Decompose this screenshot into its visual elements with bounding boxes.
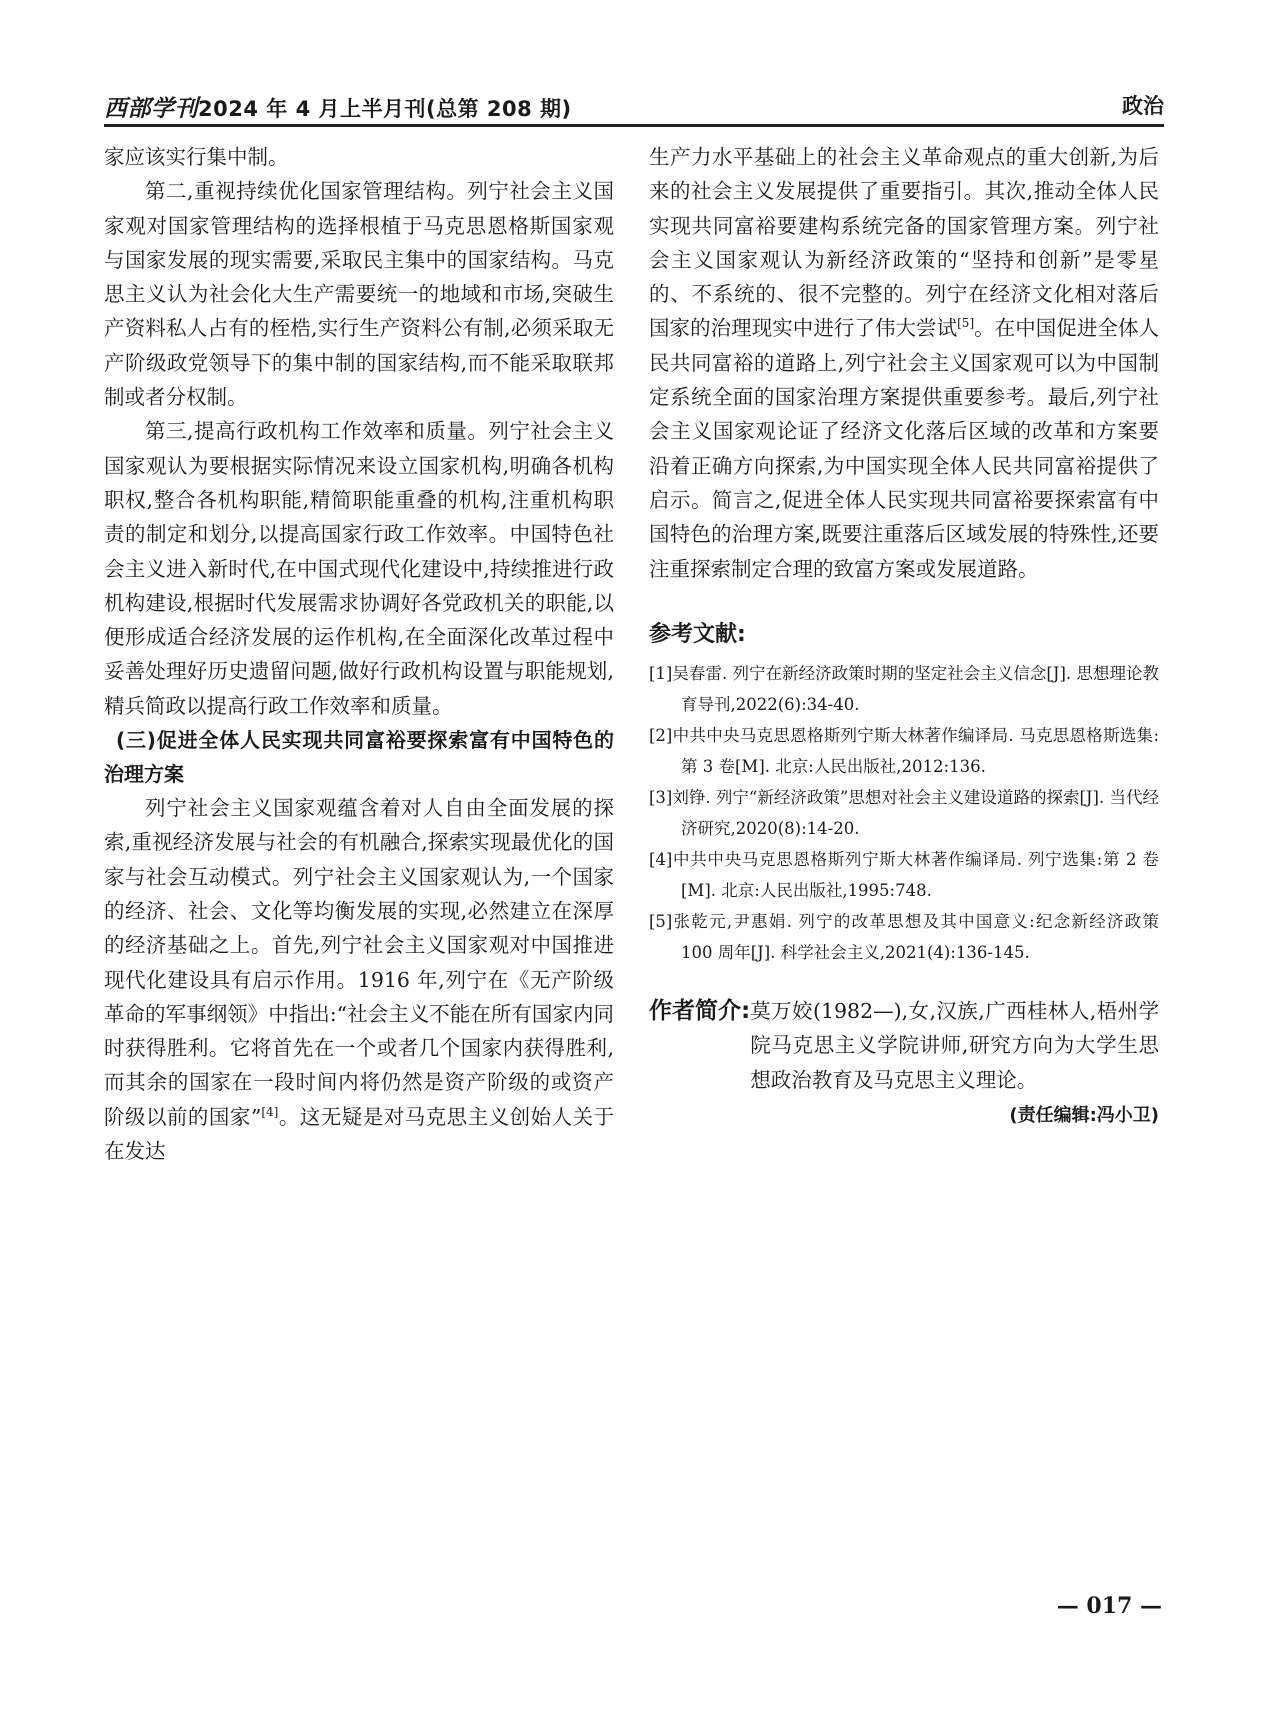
issue-label: 2024 年 4 月上半月刊(总第 208 期) <box>198 97 572 121</box>
paragraph-text: 。在中国促进全体人民共同富裕的道路上,列宁社会主义国家观可以为中国制定系统全面的国家治理方案提供重要参考。最后,列宁社会主义国家观论证了经济文化落后区域的改革和方案要沿着正确方向探索,为中国实现全体人民共同富裕提供了启示。简言之,促进全体人民实现共同富裕要探索富有中国特色的治理方案,既要注重落后区域发展的特殊性,还要注重探索制定合理的致富方案或发展道路。 <box>649 316 1159 581</box>
paragraph-text: 。这无疑是对马克思主义创始人关于在发达 <box>104 1104 615 1164</box>
running-header <box>104 86 1164 126</box>
reference-item: [2]中共中央马克思恩格斯列宁斯大林著作编译局. 马克思恩格斯选集:第 3 卷[M]. 北京:人民出版社,2012:136. <box>649 725 1159 776</box>
right-column <box>649 140 1159 1131</box>
reference-item: [5]张乾元,尹惠娟. 列宁的改革思想及其中国意义:纪念新经济政策 100 周年[J]. 科学社会主义,2021(4):136-145. <box>649 911 1159 962</box>
section-subheading: (三)促进全体人民实现共同富裕要探索富有中国特色的治理方案 <box>104 728 614 787</box>
paragraph: 第三,提高行政机构工作效率和质量。列宁社会主义国家观认为要根据实际情况来设立国家机构,明确各机构职权,整合各机构职能,精简职能重叠的机构,注重机构职责的制定和划分,以提高国家行政工作效率。中国特色社会主义进入新时代,在中国式现代化建设中,持续推进行政机构建设,根据时代发展需求协调好各党政机关的职能,以便形成适合经济发展的运作机构,在全面深化改革过程中妥善处理好历史遗留问题,做好行政机构设置与职能规划,精兵简政以提高行政工作效率和质量。 <box>104 419 614 718</box>
responsible-editor: (责任编辑:冯小卫) <box>1009 1105 1159 1127</box>
author-bio-text: 莫万姣(1982—),女,汉族,广西桂林人,梧州学院马克思主义学院讲师,研究方向为大学生思想政治教育及马克思主义理论。 <box>750 998 1159 1092</box>
citation: [5] <box>957 316 975 331</box>
page-number: — 017 — <box>1056 1593 1162 1619</box>
reference-item: [3]刘铮. 列宁“新经济政策”思想对社会主义建设道路的探索[J]. 当代经济研究,2020(8):14-20. <box>649 787 1159 838</box>
paragraph <box>649 140 1159 586</box>
journal-issue <box>104 90 572 123</box>
citation: [4] <box>261 1104 279 1119</box>
paragraph <box>104 791 614 1168</box>
section-label: 政治 <box>1122 94 1164 118</box>
references-title: 参考文献: <box>649 621 746 647</box>
author-bio <box>649 994 1159 1098</box>
journal-logo: 西部学刊 <box>104 95 198 122</box>
paragraph-text: 生产力水平基础上的社会主义革命观点的重大创新,为后来的社会主义发展提供了重要指引。其次,推动全体人民实现共同富裕要建构系统完备的国家管理方案。列宁社会主义国家观认为新经济政策的“坚持和创新”是零星的、不系统的、很不完整的。列宁在经济文化相对落后国家的治理现实中进行了伟大尝试 <box>649 145 1159 341</box>
reference-list <box>649 658 1159 968</box>
reference-item: [4]中共中央马克思恩格斯列宁斯大林著作编译局. 列宁选集:第 2 卷[M]. 北京:人民出版社,1995:748. <box>649 849 1159 900</box>
reference-item: [1]吴春雷. 列宁在新经济政策时期的坚定社会主义信念[J]. 思想理论教育导刊,2022(6):34-40. <box>649 663 1159 714</box>
header-rule <box>104 124 1164 127</box>
paragraph-text: 列宁社会主义国家观蕴含着对人自由全面发展的探索,重视经济发展与社会的有机融合,探索实现最优化的国家与社会互动模式。列宁社会主义国家观认为,一个国家的经济、社会、文化等均衡发展的实现,必然建立在深厚的经济基础之上。首先,列宁社会主义国家观对中国推进现代化建设具有启示作用。1916 年,列宁在《无产阶级革命的军事纲领》中指出:“社会主义不能在所有国家内同时获得胜利。它将首先在一个或者几个国家内获得胜利,而其余的国家在一段时间内将仍然是资产阶级的或资产阶级以前的国家” <box>104 796 614 1129</box>
author-bio-label: 作者简介: <box>649 997 751 1024</box>
left-column <box>104 140 614 1168</box>
paragraph: 第二,重视持续优化国家管理结构。列宁社会主义国家观对国家管理结构的选择根植于马克思恩格斯国家观与国家发展的现实需要,采取民主集中的国家结构。马克思主义认为社会化大生产需要统一的地域和市场,突破生产资料私人占有的桎梏,实行生产资料公有制,必须采取无产阶级政党领导下的集中制的国家结构,而不能采取联邦制或者分权制。 <box>104 179 614 410</box>
paragraph: 家应该实行集中制。 <box>104 145 289 169</box>
